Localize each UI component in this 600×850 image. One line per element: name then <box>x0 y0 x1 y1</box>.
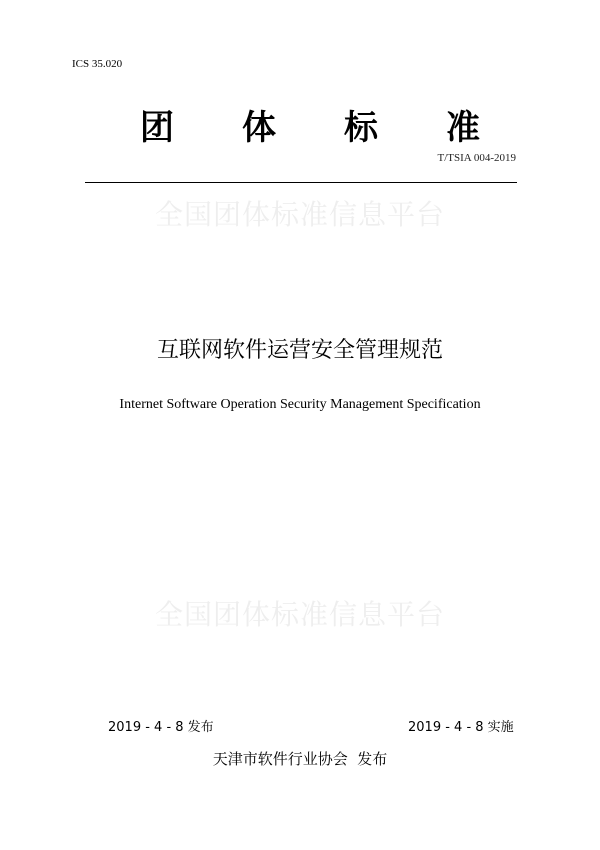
implement-date: 2019 - 4 - 8 实施 <box>408 720 514 735</box>
title-char: 体 <box>242 108 276 148</box>
publish-date: 2019 - 4 - 8 发布 <box>108 720 214 735</box>
document-title-en: Internet Software Operation Security Management Specification <box>119 397 481 412</box>
standard-code: T/TSIA 004-2019 <box>437 152 516 164</box>
standard-type-title <box>140 100 480 149</box>
divider <box>85 182 517 183</box>
document-title-cn: 互联网软件运营安全管理规范 <box>156 338 443 363</box>
ics-code: ICS 35.020 <box>72 58 123 70</box>
title-char: 标 <box>344 108 378 148</box>
watermark: 全国团体标准信息平台 <box>154 198 445 231</box>
watermark: 全国团体标准信息平台 <box>154 598 445 631</box>
title-char: 准 <box>446 108 480 148</box>
title-char: 团 <box>140 108 174 148</box>
publisher: 天津市软件行业协会 发布 <box>212 750 388 768</box>
